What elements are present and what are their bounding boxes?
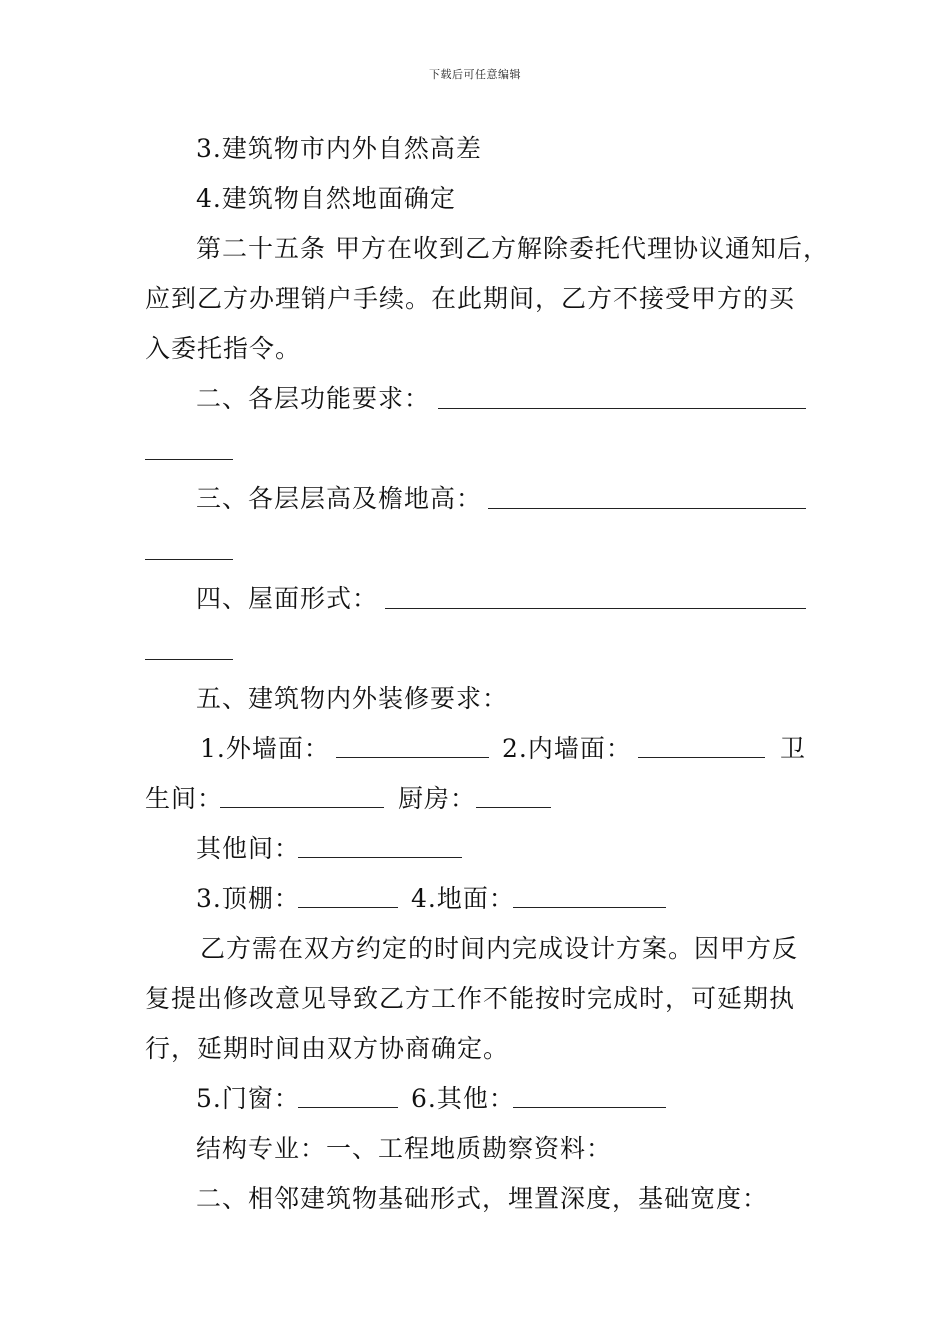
doors-windows-label: 5.门窗： <box>196 1084 300 1113</box>
section-floor-height: 三、各层层高及檐地高： <box>196 484 483 513</box>
other-label: 6.其他： <box>411 1084 515 1113</box>
kitchen-blank <box>476 807 551 808</box>
floor-function-blank <box>438 408 806 409</box>
section-roof-form: 四、屋面形式： <box>196 584 379 613</box>
article-25-line-2: 应到乙方办理销户手续。在此期间，乙方不接受甲方的买 <box>145 284 796 313</box>
design-plan-line-2: 复提出修改意见导致乙方工作不能按时完成时，可延期执 <box>145 984 796 1013</box>
design-plan-line-1: 乙方需在双方约定的时间内完成设计方案。因甲方反 <box>200 934 799 963</box>
floor-height-blank <box>488 508 806 509</box>
article-25-line-1: 第二十五条 甲方在收到乙方解除委托代理协议通知后， <box>196 234 829 263</box>
structure-foundation-item: 二、相邻建筑物基础形式，埋置深度，基础宽度： <box>196 1184 769 1213</box>
roof-form-blank-cont <box>145 659 233 660</box>
design-plan-line-3: 行，延期时间由双方协商确定。 <box>145 1034 510 1063</box>
bathroom-blank <box>220 807 384 808</box>
exterior-wall-label: 1.外墙面： <box>200 734 330 763</box>
structure-geology-item: 结构专业：一、工程地质勘察资料： <box>196 1134 613 1163</box>
section-decoration: 五、建筑物内外装修要求： <box>196 684 509 713</box>
interior-wall-label: 2.内墙面： <box>502 734 632 763</box>
ceiling-label: 3.顶棚： <box>196 884 300 913</box>
other-blank <box>513 1107 666 1108</box>
interior-wall-blank <box>638 757 765 758</box>
floor-blank <box>513 907 666 908</box>
doors-windows-blank <box>298 1107 398 1108</box>
bathroom-label-part-2: 生间： <box>145 784 224 813</box>
ceiling-blank <box>298 907 398 908</box>
floor-function-blank-cont <box>145 459 233 460</box>
other-rooms-label: 其他间： <box>196 834 301 863</box>
section-floor-function: 二、各层功能要求： <box>196 384 431 413</box>
item-ground-level: 4.建筑物自然地面确定 <box>196 184 456 213</box>
article-25-line-3: 入委托指令。 <box>145 334 302 363</box>
bathroom-label-part-1: 卫 <box>780 734 807 763</box>
page-header: 下载后可任意编辑 <box>429 68 521 81</box>
roof-form-blank <box>385 608 806 609</box>
floor-label: 4.地面： <box>411 884 515 913</box>
exterior-wall-blank <box>336 757 489 758</box>
item-elevation-difference: 3.建筑物市内外自然高差 <box>196 134 482 163</box>
kitchen-label: 厨房： <box>398 784 477 813</box>
other-rooms-blank <box>298 857 462 858</box>
floor-height-blank-cont <box>145 559 233 560</box>
